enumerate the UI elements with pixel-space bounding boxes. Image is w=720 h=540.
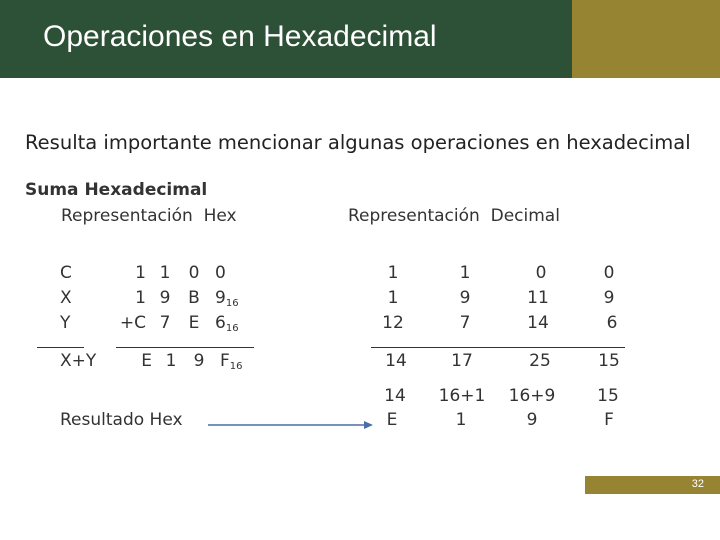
row-label-x: X	[60, 288, 72, 308]
decimal-cell: 25	[529, 351, 551, 371]
hex-digit: 7	[159, 313, 171, 333]
row-label-y: Y	[60, 313, 71, 333]
title-bar-accent	[572, 0, 720, 78]
decimal-cell: 0	[535, 263, 547, 283]
sum-rule	[371, 347, 625, 348]
decimal-cell: E	[386, 410, 398, 430]
hex-digit: 0	[215, 263, 226, 283]
hex-digit: 1	[159, 263, 171, 283]
decimal-cell: 9	[526, 410, 538, 430]
hex-sum-digit: $F_{16}$	[220, 351, 243, 372]
decimal-cell: 1	[459, 263, 471, 283]
decimal-cell: 6	[606, 313, 618, 333]
decimal-cell: 14	[384, 386, 406, 406]
decimal-cell: 11	[527, 288, 549, 308]
hex-digit: 1	[135, 263, 146, 283]
section-heading: Suma Hexadecimal	[25, 180, 208, 200]
decimal-cell: 1	[387, 263, 399, 283]
hex-digit: 0	[188, 263, 200, 283]
decimal-cell: 16+9	[508, 386, 556, 406]
sum-rule	[116, 347, 254, 348]
decimal-column-header: Representación Decimal	[348, 206, 560, 226]
intro-text: Resulta importante mencionar algunas operaciones en hexadecimal	[25, 131, 691, 154]
decimal-cell: 12	[382, 313, 404, 333]
result-label: Resultado Hex	[60, 410, 183, 430]
hex-digit: +C	[119, 313, 146, 333]
decimal-cell: 1	[387, 288, 399, 308]
hex-sum-digit: E	[141, 351, 152, 371]
decimal-cell: 0	[603, 263, 615, 283]
arrow-icon	[208, 419, 373, 431]
decimal-cell: 17	[451, 351, 473, 371]
decimal-cell: 9	[459, 288, 471, 308]
row-label-c: C	[60, 263, 72, 283]
hex-digit: 1	[135, 288, 146, 308]
decimal-cell: 7	[459, 313, 471, 333]
sum-rule	[37, 347, 84, 348]
hex-sum-digit: 9	[193, 351, 205, 371]
hex-digit: $9_{16}$	[215, 288, 239, 309]
hex-sum-digit: 1	[165, 351, 177, 371]
decimal-cell: 1	[455, 410, 467, 430]
hex-digit: $6_{16}$	[215, 313, 239, 334]
hex-digit: B	[188, 288, 200, 308]
row-label-sum: X+Y	[60, 351, 97, 371]
decimal-cell: 9	[603, 288, 615, 308]
slide-title: Operaciones en Hexadecimal	[43, 20, 437, 53]
decimal-cell: F	[604, 410, 614, 430]
decimal-cell: 14	[385, 351, 407, 371]
decimal-cell: 15	[597, 386, 619, 406]
hex-digit: 9	[159, 288, 171, 308]
page-number: 32	[691, 478, 704, 490]
hex-column-header: Representación Hex	[61, 206, 237, 226]
decimal-cell: 15	[598, 351, 620, 371]
decimal-cell: 16+1	[438, 386, 486, 406]
footer-bar	[585, 476, 720, 494]
decimal-cell: 14	[527, 313, 549, 333]
hex-digit: E	[188, 313, 200, 333]
